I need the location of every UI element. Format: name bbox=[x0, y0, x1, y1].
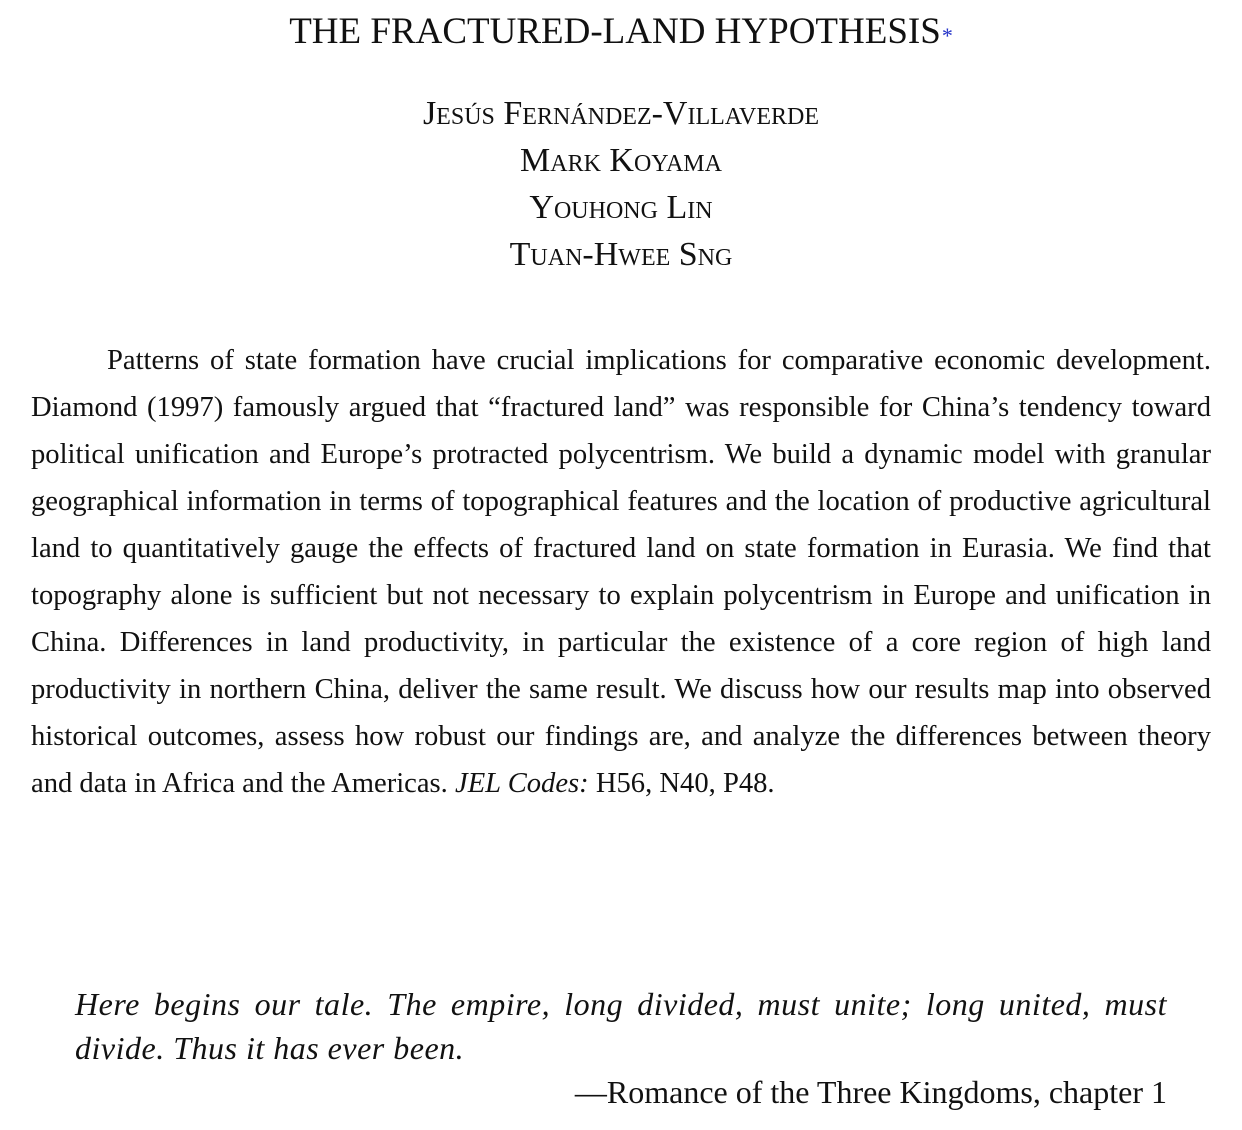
jel-label: JEL Codes: bbox=[455, 768, 589, 799]
jel-codes: H56, N40, P48. bbox=[595, 768, 775, 799]
author-name: Youhong Lin bbox=[529, 189, 713, 226]
author-name: Mark Koyama bbox=[520, 142, 722, 179]
epigraph-source: —Romance of the Three Kingdoms, chapter 1 bbox=[574, 1074, 1167, 1110]
paper-title bbox=[0, 8, 1242, 56]
title-footnote-link[interactable]: * bbox=[941, 23, 953, 48]
epigraph bbox=[75, 982, 1167, 1114]
paper-title-text: THE FRACTURED-LAND HYPOTHESIS bbox=[289, 11, 941, 52]
epigraph-quote: Here begins our tale. The empire, long divided, must unite; long united, must divide. Thus it has ever been. bbox=[75, 986, 1167, 1066]
author-list bbox=[0, 90, 1242, 278]
author-name: Tuan-Hwee Sng bbox=[509, 236, 733, 273]
abstract bbox=[31, 337, 1211, 807]
abstract-body: Patterns of state formation have crucial implications for comparative economic development. Diamond (1997) famously argued that “fractured land” was responsible for China’s tendency toward political unification and Europe’s protracted polycentrism. We build a dynamic model with granular geographical information in terms of topographical features and the location of productive agricultural land to quantitatively gauge the effects of fractured land on state formation in Eurasia. We find that topography alone is sufficient but not necessary to explain polycentrism in Europe and unification in China. Differences in land productivity, in particular the existence of a core region of high land productivity in northern China, deliver the same result. We discuss how our results map into observed historical outcomes, assess how robust our findings are, and analyze the differences between theory and data in Africa and the Americas. bbox=[31, 345, 1211, 799]
author-name: Jesús Fernández-Villaverde bbox=[422, 95, 820, 132]
